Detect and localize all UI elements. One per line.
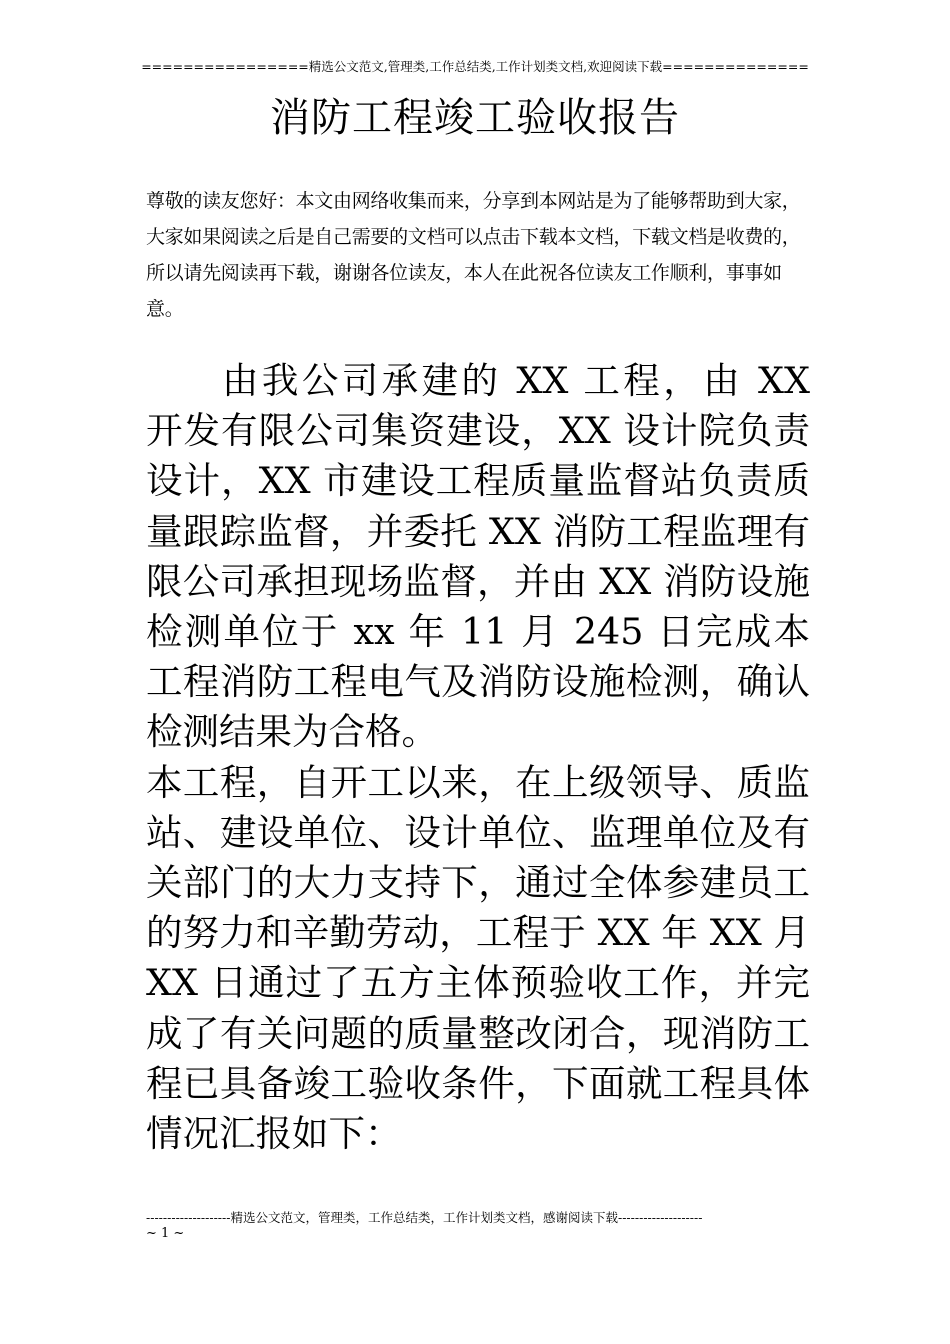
- page-number: ~ 1 ~: [146, 1226, 185, 1241]
- footer-banner: --------------------精选公文范文，管理类，工作总结类，工作计划类文档，感谢阅读下载--------------------: [146, 1210, 703, 1225]
- body-paragraph-2: 本工程，自开工以来，在上级领导、质监站、建设单位、设计单位、监理单位及有关部门的大力支持下，通过全体参建员工的努力和辛勤劳动，工程于 XX 年 XX 月 XX 日通过了五方主体预验收工作，并完成了有关问题的质量整改闭合，现消防工程已具备竣工验收条件，下面就工程具体情况汇报如下：: [146, 760, 810, 1156]
- header-banner: ================精选公文范文,管理类,工作总结类,工作计划类文档,欢迎阅读下载==============: [141, 59, 809, 74]
- document-title: 消防工程竣工验收报告: [270, 95, 680, 141]
- greeting-notice: 尊敬的读友您好：本文由网络收集而来，分享到本网站是为了能够帮助到大家，大家如果阅读之后是自己需要的文档可以点击下载本文档，下载文档是收费的，所以请先阅读再下载，谢谢各位读友，本人在此祝各位读友工作顺利，事事如意。: [146, 190, 801, 320]
- document-body: [146, 356, 810, 1159]
- body-paragraph-1: 由我公司承建的 XX 工程，由 XX 开发有限公司集资建设，XX 设计院负责设计，XX 市建设工程质量监督站负责质量跟踪监督，并委托 XX 消防工程监理有限公司承担现场监督，并由 XX 消防设施检测单位于 xx 年 11 月 245 日完成本工程消防工程电气及消防设施检测，确认检测结果为合格。: [146, 359, 810, 754]
